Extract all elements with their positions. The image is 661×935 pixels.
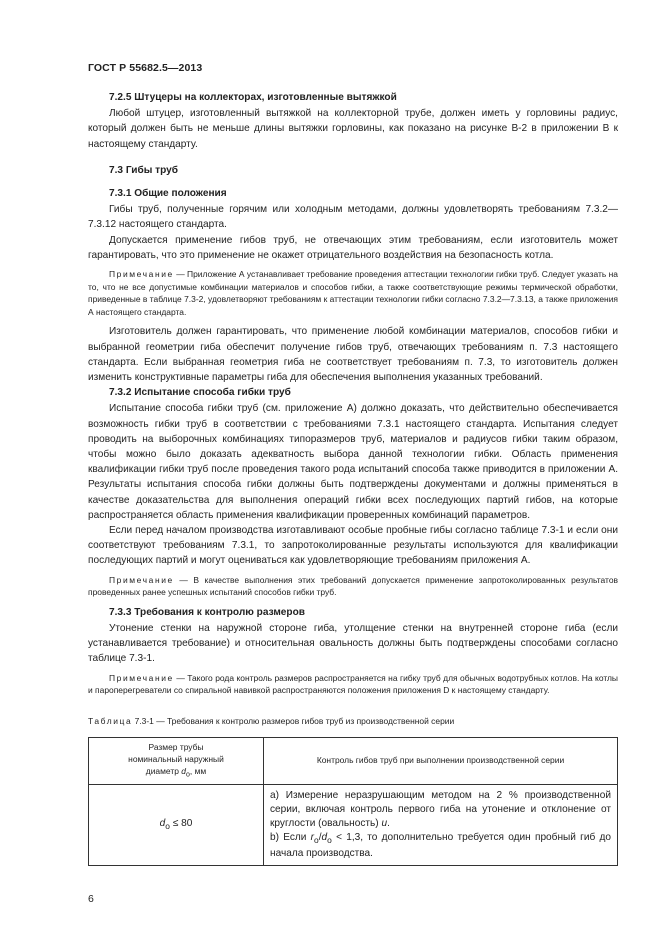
cell-text: . <box>387 818 390 830</box>
note-label: Примечание <box>109 672 174 683</box>
note-text: — Приложение А устанавливает требование проведения аттестации технологии гибки труб. Следует указать на то, что не все допустимые комбинации материалов и способов гибки, а также соответствующие режимы термической обработки, приведенные в таблице 7.3-2, удовлетворяют требованиям к аттестации технологии гибки согласно 7.3.2—7.3.13, а также приложения А настоящего стандарта. <box>88 269 618 317</box>
list-item <box>270 831 611 861</box>
cell-var: d <box>321 832 328 844</box>
paragraph: Допускается применение гибов труб, не отвечающих этим требованиям, если изготовитель может гарантировать, что это применение не окажет отрицательного воздействия на безопасность котла. <box>88 234 618 261</box>
note-label: Примечание <box>109 269 174 280</box>
document-body <box>88 90 618 866</box>
section-heading-7-3-1: 7.3.1 Общие положения <box>109 188 227 200</box>
paragraph: Гибы труб, полученные горячим или холодным методами, должны удовлетворять требованиям 7.3.2—7.3.12 настоящего стандарта. <box>88 204 618 231</box>
paragraph: Если перед началом производства изготавливают особые пробные гибы согласно таблице 7.3-1 и если они соответствуют требованиям 7.3.1, то запротоколированные результаты используются для квалификации последующих партий и могут оцениваться как удовлетворяющие требованиям приложения А. <box>88 525 618 567</box>
cell-var: r <box>310 832 315 844</box>
paragraph: Испытание способа гибки труб (см. приложение А) должно доказать, что действительно обеспечивается возможность гибки труб в соответствии с требованиями 7.3.1 настоящего стандарта. Испытания следует проводить на выборочных комбинациях типоразмеров труб, материалов и радиусов гибки таким образом, чтобы можно было доказать адекватность выбора данной технологии гибки. Область применения квалификации гибки труб после проведения такого рода испытаний способа также приводится в приложении А. Результаты испытания способа гибки должны быть подтверждены документами и должны применяться в качестве доказательства для выполнения операций гибки всех последующих партий гибов, на которые распространяется область применения квалификации проверенных комбинаций параметров. <box>88 403 618 521</box>
header-var: d <box>181 765 186 776</box>
header-text: диаметр <box>145 765 179 776</box>
cell-var: u <box>381 818 388 830</box>
table-header-cell: Контроль гибов труб при выполнении производственной серии <box>264 738 618 785</box>
section-heading-7-3-2: 7.3.2 Испытание способа гибки труб <box>109 387 291 399</box>
page-number: 6 <box>88 893 94 905</box>
cell-text: а) Измерение неразрушающим методом на 2 % производственной серии, включая контроль первого гиба на утонение и отклонение от круглости (овальность) <box>270 790 611 830</box>
paragraph: Изготовитель должен гарантировать, что применение любой комбинации материалов, способов гибки и выбранной геометрии гиба обеспечит получение гибов труб, отвечающих требованиям п. 7.3 настоящего стандарта. Если выбранная геометрия гиба не соответствует требованиям п. 7.3, то изготовитель должен изменить конструктивные параметры гиба для обеспечения выполнения указанных требований. <box>88 326 618 384</box>
cell-text: ≤ 80 <box>169 817 193 829</box>
header-text: номинальный наружный <box>128 753 224 764</box>
section-heading-7-3-3: 7.3.3 Требования к контролю размеров <box>109 606 305 618</box>
cell-sub: o <box>314 835 319 846</box>
section-heading-7-2-5: 7.2.5 Штуцеры на коллекторах, изготовленные вытяжкой <box>109 92 397 103</box>
paragraph: Утонение стенки на наружной стороне гиба, утолщение стенки на внутренней стороне гиба (если устанавливается требование) и относительная овальность должны быть подтверждены способами согласно таблице 7.3-1. <box>88 623 618 665</box>
table-cell <box>264 785 618 866</box>
note-text: — Такого рода контроль размеров распространяется на гибку труб для обычных водотрубных котлов. На котлы и пароперегреватели со спиральной навивкой распространяются положения приложения D к настоящему стандарту. <box>88 672 618 696</box>
document-header: ГОСТ Р 55682.5—2013 <box>88 62 203 74</box>
table-cell <box>89 785 264 866</box>
paragraph: Любой штуцер, изготовленный вытяжкой на коллекторной трубе, должен иметь у горловины радиус, который должен быть не меньше длины вытяжки горловины, как показано на рисунке В-2 в приложении В к настоящему стандарту. <box>88 108 618 150</box>
cell-var: d <box>159 817 166 829</box>
section-heading-7-3: 7.3 Гибы труб <box>109 164 178 176</box>
header-text: Размер трубы <box>148 741 204 752</box>
note <box>88 574 618 599</box>
table-header-cell <box>89 738 264 785</box>
requirements-table <box>88 737 618 866</box>
note <box>88 672 618 697</box>
list-item <box>270 789 611 831</box>
cell-text: b) Если <box>270 832 311 844</box>
table-header-row <box>89 738 618 785</box>
cell-text: < 1,3, то дополнительно требуется один пробный гиб до начала производства. <box>270 832 611 860</box>
cell-sub: o <box>165 820 170 831</box>
header-unit: , мм <box>189 765 207 776</box>
note-label: Примечание <box>109 574 174 585</box>
table-row <box>89 785 618 866</box>
table-caption <box>88 714 618 729</box>
table-caption-label: Таблица <box>88 715 133 726</box>
note-text: — В качестве выполнения этих требований допускается применение запротоколированных результатов проведенных ранее успешных испытаний способов гибки труб. <box>88 574 618 598</box>
table-caption-text: 7.3-1 — Требования к контролю размеров гибов труб из производственной серии <box>132 715 455 726</box>
note <box>88 268 618 318</box>
cell-sub: o <box>327 835 332 846</box>
header-sub: o <box>185 771 190 779</box>
cell-text: / <box>318 832 322 844</box>
